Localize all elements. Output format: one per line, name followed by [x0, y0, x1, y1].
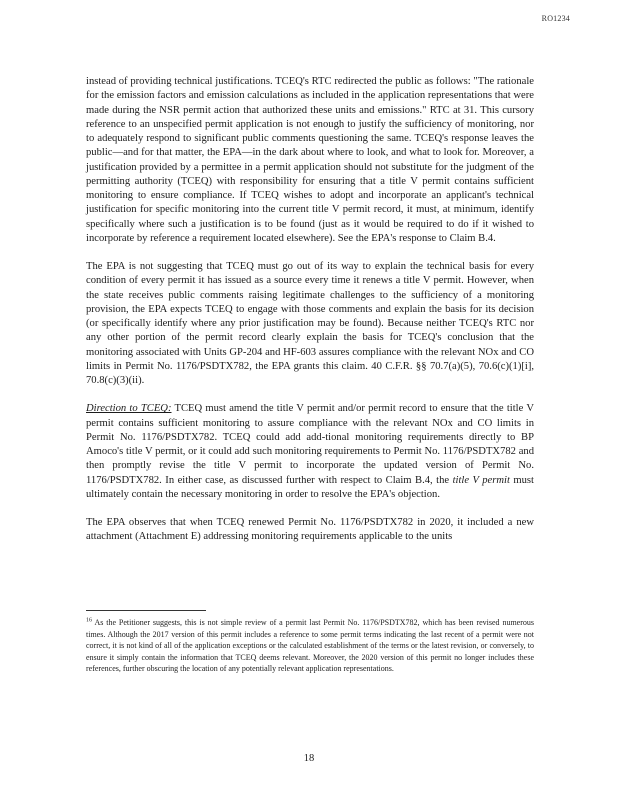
direction-tail: must ultimately contain the necessary monitoring in order to resolve the EPA's objection.	[86, 474, 534, 500]
body-text	[86, 75, 534, 559]
footnote-number: 16	[86, 617, 92, 624]
page-number: 18	[303, 753, 315, 764]
direction-lead: Direction to TCEQ:	[86, 403, 172, 415]
direction-emphasis: title V permit	[452, 474, 510, 486]
paragraph-1: instead of providing technical justifications. TCEQ's RTC redirected the public as follows: "The rationale for the emission factors and emission calculations as included in the application representations that were made during the NSR permit action that authorized these units and emissions." RTC at 31. This cursory reference to an unspecified permit application is not enough to justify the sufficiency of monitoring, nor to adequately respond to significant public comments questioning the same. TCEQ's response leaves the public—and for that matter, the EPA—in the dark about where to look, and what to look for. Moreover, a justification provided by a permittee in a permit application should not substitute for the judgment of the permitting authority (TCEQ) with responsibility for ensuring that a title V permit contains sufficient monitoring to ensure compliance. If TCEQ wishes to adopt and incorporate an applicant's technical justification for specific monitoring into the current title V permit record, it must, at minimum, identify specifically where such a justification is to be found (just as it would be required to do if it wished to incorporate by reference a requirement located elsewhere). See the EPA's response to Claim B.4.	[86, 76, 534, 244]
footnote-text: As the Petitioner suggests, this is not simple review of a permit last Permit No. 1176/PSDTX782, which has been revised numerous times. Although the 2017 version of this permit includes a reference to some permit terms indicating the last recent of a permit were not correct, it is not kind of all of the application exceptions or the calculated establishment of the terms or the latest revision, or conversely, to ensure it simply contain the information that TCEQ deems relevant. Moreover, the 2020 version of this permit no longer includes these references, further obscuring the location of any potentially relevant application representations.	[86, 618, 534, 673]
direction-text: TCEQ must amend the title V permit and/or permit record to ensure that the title V permit contains sufficient monitoring to assure compliance with the relevant NOx and CO limits in Permit No. 1176/PSDTX782. TCEQ could add add-tional monitoring requirements directly to BP Amoco's title V permit, or it could add such monitoring requirements to Permit No. 1176/PSDTX782 and then promptly revise the title V permit to incorporate the updated version of Permit No. 1176/PSDTX782. In either case, as discussed further with respect to Claim B.4, the	[86, 403, 534, 486]
footnotes	[86, 610, 534, 675]
paragraph-3	[86, 402, 534, 502]
paragraph-2: The EPA is not suggesting that TCEQ must go out of its way to explain the technical basis for every condition of every permit it has issued as a source every time it renews a title V permit. However, when the state receives public comments raising legitimate challenges to the sufficiency of a monitoring provision, the EPA expects TCEQ to engage with those comments and explain the basis for its decision (or specifically identify where any prior justification may be found). Because neither TCEQ's RTC nor any other portion of the permit record clearly explain the basis for TCEQ's conclusion that the monitoring associated with Units GP-204 and HF-603 assures compliance with the relevant NOx and CO limits in Permit No. 1176/PSDTX782, the EPA grants this claim. 40 C.F.R. §§ 70.7(a)(5), 70.6(c)(1)[i], 70.8(c)(3)(ii).	[86, 261, 534, 386]
footnote-divider	[86, 610, 206, 611]
document-id: RO1234	[541, 14, 570, 23]
paragraph-4: The EPA observes that when TCEQ renewed Permit No. 1176/PSDTX782 in 2020, it included a new attachment (Attachment E) addressing monitoring requirements applicable to the units	[86, 517, 534, 543]
footnote	[86, 617, 534, 675]
